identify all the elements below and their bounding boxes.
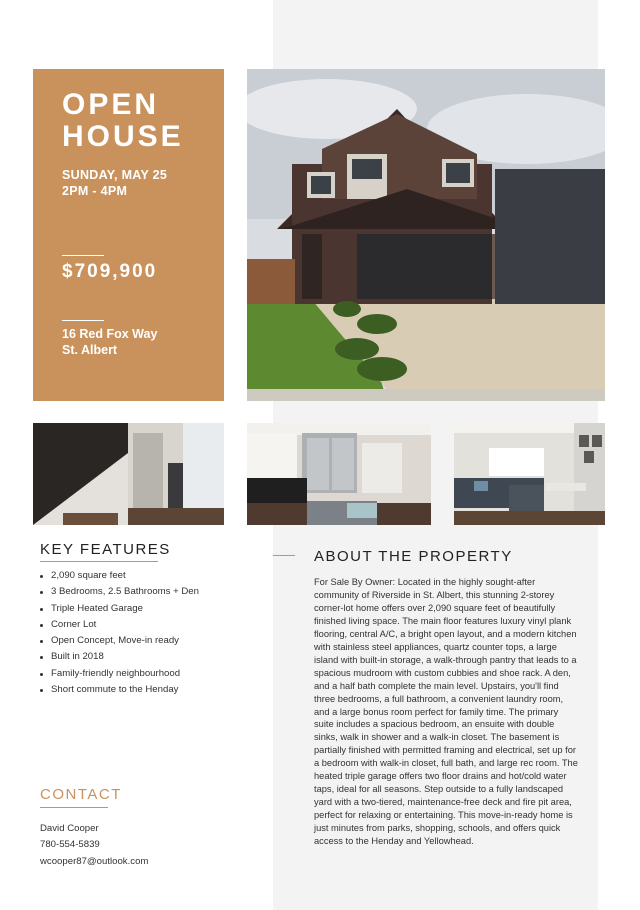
address-city: St. Albert <box>62 343 118 357</box>
stairs-interior-photo <box>33 423 224 525</box>
event-time: 2PM - 4PM <box>62 184 128 198</box>
key-features-heading: KEY FEATURES <box>40 541 171 558</box>
title-line-house: HOUSE <box>62 120 184 153</box>
key-features-list <box>40 568 199 698</box>
list-item: 2,090 square feet <box>40 568 199 584</box>
list-item: Triple Heated Garage <box>40 601 199 617</box>
kitchen-interior-photo <box>247 423 431 525</box>
divider <box>62 255 104 256</box>
about-description: For Sale By Owner: Located in the highly sought-after community of Riverside in St. Albert, this stunning 2-storey corner-lot home offers over 2,090 square feet of beautifully finished living space. The main floor features luxury vinyl plank flooring, central A/C, a bright open layout, and a modern kitchen with stainless steel appliances, quartz counter tops, a large island with built-in storage, a walk-through pantry that leads to a spacious mudroom with custom cubbies and shoe rack. A den, and a half bath complete the main level. Upstairs, you'll find three bedrooms, a full bathroom, a convenient laundry room, and a large bonus room perfect for family time. The primary suite includes a spacious bedroom, an ensuite with double sinks, walk in shower and a walk-in closet. The basement is partially finished with permitted framing and electrical, set up for a bedroom with walk-in closet, full bath, and large rec room. The heated triple garage offers two floor drains and hot/cold water taps, ideal for all seasons. Step outside to a fully landscaped yard with a two-tiered, maintenance-free deck and fire pit area, perfect for relaxing or entertaining. This move-in-ready home is just minutes from parks, shopping, schools, and offers quick access to the Henday and Yellowhead. <box>314 577 578 847</box>
open-house-card <box>33 69 224 401</box>
list-item: Short commute to the Henday <box>40 682 199 698</box>
divider <box>62 320 104 321</box>
listing-address <box>62 326 157 358</box>
list-item: Open Concept, Move-in ready <box>40 633 199 649</box>
heading-underline <box>40 807 108 808</box>
title-line-open: OPEN <box>62 88 160 121</box>
contact-heading: CONTACT <box>40 786 122 803</box>
listing-price: $709,900 <box>62 261 158 282</box>
list-item: Built in 2018 <box>40 649 199 665</box>
event-date: SUNDAY, MAY 25 <box>62 168 168 182</box>
address-street: 16 Red Fox Way <box>62 327 158 341</box>
about-accent-dash <box>273 555 295 556</box>
open-house-title <box>62 89 184 153</box>
about-heading: ABOUT THE PROPERTY <box>314 548 513 565</box>
list-item: Family-friendly neighbourhood <box>40 666 199 682</box>
heading-underline <box>40 561 158 562</box>
house-exterior-photo <box>247 69 605 401</box>
contact-email[interactable]: wcooper87@outlook.com <box>40 855 149 867</box>
event-datetime <box>62 167 167 199</box>
contact-name: David Cooper <box>40 823 99 834</box>
list-item: Corner Lot <box>40 617 199 633</box>
contact-phone[interactable]: 780-554-5839 <box>40 839 100 851</box>
living-room-photo <box>454 423 605 525</box>
list-item: 3 Bedrooms, 2.5 Bathrooms + Den <box>40 584 199 600</box>
contact-info <box>40 821 148 870</box>
